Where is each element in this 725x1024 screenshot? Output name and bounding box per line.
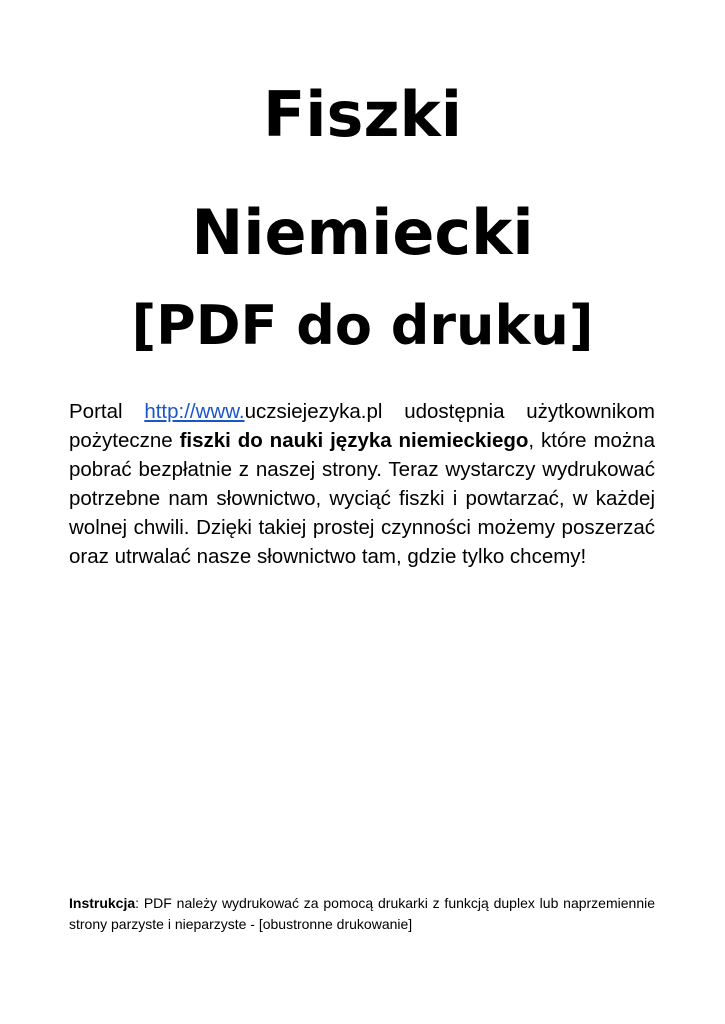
intro-text-start: Portal [69,400,145,423]
intro-text-end: , które można pobrać bezpłatnie z naszej strony. Teraz wystarczy wydrukować potrzebne nam słownictwo, wyciąć fiszki i powtarzać, w każdej wolnej chwili. Dzięki takiej prostej czynności możemy poszerzać oraz utrwalać nasze słownictwo tam, gdzie tylko chcemy! [69,429,655,568]
portal-link[interactable]: http://www. [144,400,245,423]
instruction-text: : PDF należy wydrukować za pomocą drukarki z funkcją duplex lub naprzemiennie strony parzyste i nieparzyste - [obustronne drukowanie] [69,895,655,932]
instruction-label: Instrukcja [69,895,136,911]
title-line-2: Niemiecki [191,196,534,269]
intro-paragraph [69,397,655,571]
instruction-paragraph [69,893,655,935]
title-line-1: Fiszki [262,78,463,151]
intro-text-domain: uczsiejezyka.pl udostępnia użytkownikom pożyteczne [69,400,655,452]
title-line-3: [PDF do druku] [131,294,594,357]
intro-bold-text: fiszki do nauki języka niemieckiego [179,429,529,452]
